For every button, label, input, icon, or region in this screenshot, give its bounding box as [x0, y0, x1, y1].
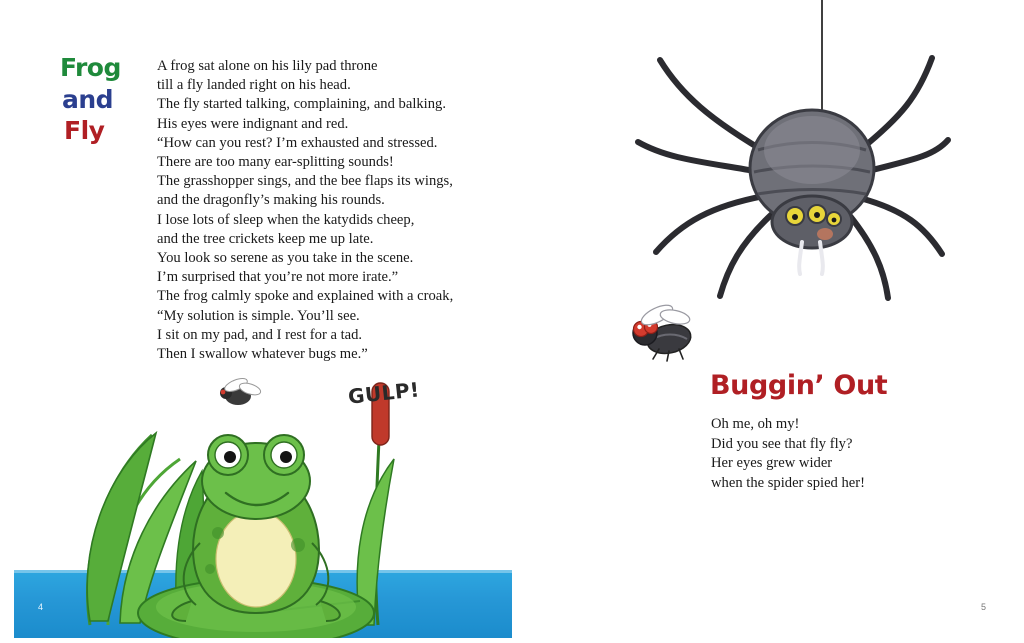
- right-page: [512, 0, 1024, 638]
- poem-line: and the dragonfly’s making his rounds.: [157, 192, 385, 209]
- poem-line: I’m surprised that you’re not more irate.”: [157, 269, 399, 286]
- poem-body-buggin-out: [711, 415, 991, 493]
- poem-line: His eyes were indignant and red.: [157, 115, 349, 132]
- poem-line: Her eyes grew wider: [711, 455, 833, 472]
- poem-title-buggin-out: Buggin’ Out: [710, 370, 888, 401]
- page-number-right: 5: [980, 602, 986, 612]
- poem-line: Did you see that fly fly?: [711, 435, 853, 452]
- poem-line: The frog calmly spoke and explained with a croak,: [157, 288, 454, 305]
- poem-line: and the tree crickets keep me up late.: [157, 230, 374, 247]
- poem-line: till a fly landed right on his head.: [157, 77, 351, 94]
- poem-title-line-3: Fly: [64, 116, 105, 145]
- poem-line: I lose lots of sleep when the katydids cheep,: [157, 211, 415, 228]
- fly-on-frog-head: [220, 376, 262, 405]
- poem-line: when the spider spied her!: [711, 474, 865, 491]
- poem-line: The fly started talking, complaining, and balking.: [157, 96, 446, 113]
- poem-line: A frog sat alone on his lily pad throne: [157, 58, 378, 74]
- poem-body-frog-and-fly: [157, 57, 467, 364]
- poem-line: I sit on my pad, and I rest for a tad.: [157, 326, 363, 343]
- frog-illustration: [60, 363, 460, 638]
- poem-line: You look so serene as you take in the scene.: [157, 250, 414, 267]
- page-number-left: 4: [38, 602, 44, 612]
- poem-line: Oh me, oh my!: [711, 416, 800, 432]
- poem-line: “My solution is simple. You’ll see.: [157, 307, 360, 324]
- poem-line: Then I swallow whatever bugs me.”: [157, 346, 368, 363]
- poem-line: There are too many ear-splitting sounds!: [157, 154, 394, 171]
- fly-illustration: [617, 295, 707, 365]
- poem-line: The grasshopper sings, and the bee flaps its wings,: [157, 173, 453, 190]
- poem-line: “How can you rest? I’m exhausted and stressed.: [157, 134, 438, 151]
- spider-illustration: [612, 0, 952, 330]
- poem-title-line-2: and: [62, 84, 114, 114]
- poem-title-frog-and-fly: [60, 52, 146, 147]
- left-page: [0, 0, 512, 638]
- poem-title-line-1: Frog: [60, 53, 121, 82]
- sound-effect-gulp: GULP!: [346, 377, 421, 409]
